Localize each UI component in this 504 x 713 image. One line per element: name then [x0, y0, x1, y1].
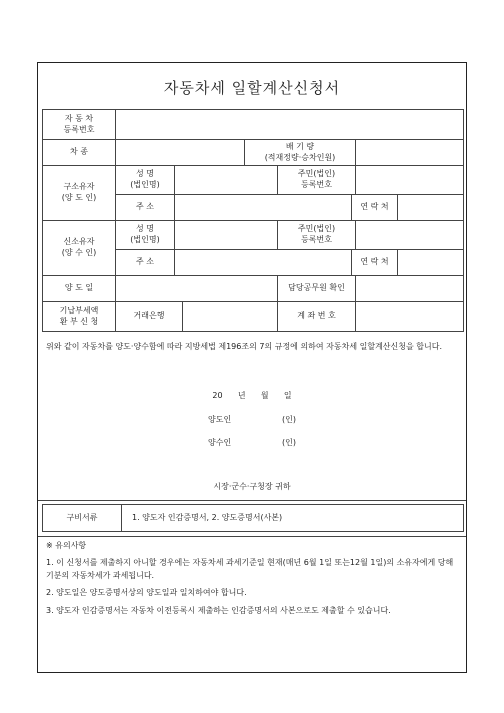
- label-displacement: 배 기 량 (적재정량·승차인원): [244, 139, 356, 166]
- note-item: 2. 양도일은 양도증명서상의 양도일과 일치하여야 합니다.: [46, 588, 247, 597]
- field-transfer-date[interactable]: [115, 275, 278, 302]
- field-account-no[interactable]: [355, 301, 464, 332]
- statement-text: 위와 같이 자동차를 양도·양수함에 따라 지방세법 제196조의 7의 규정에 의하여 자동차세 일할계산신청을 합니다.: [46, 342, 442, 351]
- field-bank[interactable]: [182, 301, 278, 332]
- divider: [38, 536, 466, 537]
- transferor-sign: 양도인 (인): [207, 415, 296, 424]
- label-docs: 구비서류: [42, 504, 122, 532]
- notes-title: ※ 유의사항: [46, 541, 87, 550]
- date-line: 20 년 월 일: [212, 391, 292, 400]
- label-transferor-resident-no: 주민(법인) 등록번호: [277, 165, 356, 195]
- field-transferee-contact[interactable]: [397, 249, 464, 276]
- label-refund: 기납부세액 환 부 신 청: [42, 301, 116, 332]
- form-frame: [37, 62, 467, 673]
- label-transferee-address: 주 소: [115, 249, 175, 276]
- note-item: 3. 양도자 인감증명서는 자동차 이전등록시 제출하는 인감증명서의 사본으로도 제출할 수 있습니다.: [46, 606, 391, 615]
- field-transferee-address[interactable]: [174, 249, 352, 276]
- label-transferee: 신소유자 (양 수 인): [42, 220, 116, 276]
- field-transferee-resident-no[interactable]: [355, 220, 464, 250]
- label-officer-check: 담당공무원 확인: [277, 275, 356, 302]
- label-transferor-address: 주 소: [115, 194, 175, 221]
- field-transferor-contact[interactable]: [397, 194, 464, 221]
- divider: [38, 500, 466, 501]
- field-vehicle[interactable]: [115, 139, 245, 166]
- form-title: 자동차세 일할계산신청서: [163, 79, 341, 97]
- label-transferor-contact: 연 락 처: [351, 194, 398, 221]
- field-transferor-address[interactable]: [174, 194, 352, 221]
- field-reg-no[interactable]: [115, 109, 464, 140]
- addressee: 시장·군수·구청장 귀하: [213, 482, 291, 491]
- label-transferor-name: 성 명 (법인명): [115, 165, 175, 195]
- label-bank: 거래은행: [115, 301, 183, 332]
- label-account-no: 계 좌 번 호: [277, 301, 356, 332]
- field-displacement[interactable]: [355, 139, 464, 166]
- label-transferor: 구소유자 (양 도 인): [42, 165, 116, 221]
- transferee-sign: 양수인 (인): [207, 438, 296, 447]
- note-item: 1. 이 신청서를 제출하지 아니할 경우에는 자동차세 과세기준일 현재(매년 6월 1일 또는12월 1일)의 소유자에게 당해기분의 자동차세가 과세됩니다.: [46, 558, 454, 580]
- label-reg-no: 자 동 차 등록번호: [42, 109, 116, 140]
- label-transferee-contact: 연 락 처: [351, 249, 398, 276]
- field-officer-check[interactable]: [355, 275, 464, 302]
- label-transferee-resident-no: 주민(법인) 등록번호: [277, 220, 356, 250]
- label-transferee-name: 성 명 (법인명): [115, 220, 175, 250]
- field-transferee-name[interactable]: [174, 220, 278, 250]
- field-transferor-name[interactable]: [174, 165, 278, 195]
- label-vehicle: 차 종: [42, 139, 116, 166]
- docs-value: 1. 양도자 인감증명서, 2. 양도증명서(사본): [121, 504, 464, 532]
- field-transferor-resident-no[interactable]: [355, 165, 464, 195]
- label-transfer-date: 양 도 일: [42, 275, 116, 302]
